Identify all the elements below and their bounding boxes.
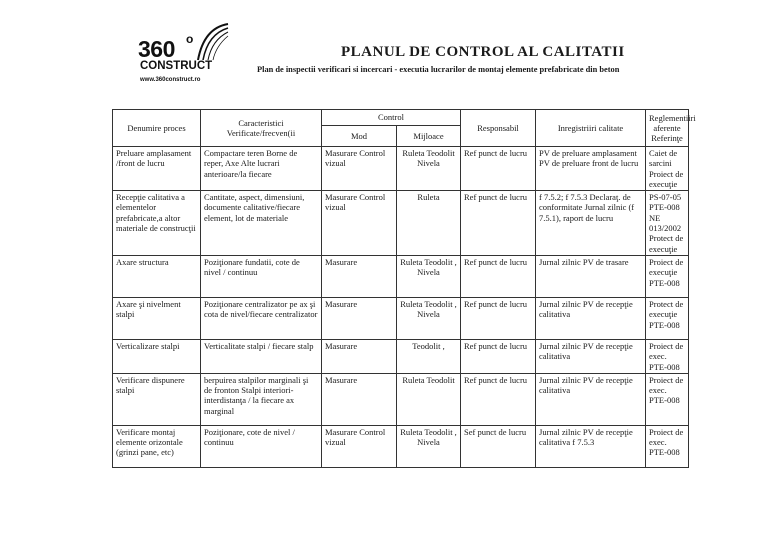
cell-caracteristici: Compactare teren Borne de reper, Axe Alte lucrari anterioare/la fiecare (201, 147, 322, 191)
control-plan-table (112, 109, 696, 468)
cell-mijloace: Ruleta Teodolit , Nivela (397, 425, 461, 467)
cell-inregistrari: Jurnal zilnic PV de recepţie calitativa (536, 373, 646, 425)
cell-proces: Recepţie calitativa a elementelor prefabricate,a altor materiale de construcţii (113, 191, 201, 256)
cell-reglementari: PS-07-05 PTE-008 NE 013/2002 Protect de execuţie (646, 191, 689, 256)
header-control: Control (322, 110, 461, 126)
header-denumire: Denumire proces (113, 110, 201, 147)
cell-proces: Verticalizare stalpi (113, 339, 201, 373)
header-reglementari: Reglementiiri aferente Referinţe (646, 110, 689, 147)
cell-proces: Verificare montaj elemente orizontale (grinzi pane, etc) (113, 425, 201, 467)
cell-mijloace: Teodolit , (397, 339, 461, 373)
cell-responsabil: Ref punct de lucru (461, 373, 536, 425)
cell-mijloace: Ruleta (397, 191, 461, 256)
cell-mod: Masurare Control vizual (322, 191, 397, 256)
cell-reglementari: Proiect de execuţie PTE-008 (646, 255, 689, 297)
logo-swoosh-icon (194, 22, 230, 62)
cell-reglementari: Proiect de exec. PTE-008 (646, 339, 689, 373)
header-inregistrari: Inregistriiri calitate (536, 110, 646, 147)
logo-degree: o (186, 32, 194, 46)
cell-caracteristici: Poziţionare fundatii, cote de nivel / continuu (201, 255, 322, 297)
cell-mod: Masurare Control vizual (322, 147, 397, 191)
table-row (113, 373, 689, 425)
cell-reglementari: Caiet de sarcini Proiect de execuţie (646, 147, 689, 191)
cell-responsabil: Ref punct de lucru (461, 255, 536, 297)
cell-mijloace: Ruleta Teodolit (397, 373, 461, 425)
cell-mijloace: Ruleta Teodolit , Nivela (397, 255, 461, 297)
cell-inregistrari: f 7.5.2; f 7.5.3 Declaraţ. de conformitate Jurnal zilnic (f 7.5.1), raport de lucru (536, 191, 646, 256)
cell-caracteristici: berpuirea stalpilor marginali şi de fronton Stalpi interiori-interdistanţa / la fiecare ax marginal (201, 373, 322, 425)
logo-number: 360 (138, 36, 175, 62)
cell-caracteristici: Verticalitate stalpi / fiecare stalp (201, 339, 322, 373)
table-row (113, 255, 689, 297)
cell-inregistrari: PV de preluare amplasament PV de preluare front de lucru (536, 147, 646, 191)
cell-proces: Verificare dispunere stalpi (113, 373, 201, 425)
cell-mijloace: Ruleta Teodolit , Nivela (397, 297, 461, 339)
cell-caracteristici: Poziţionare, cote de nivel / continuu (201, 425, 322, 467)
cell-proces: Axare structura (113, 255, 201, 297)
table-header-row (113, 110, 689, 126)
cell-mod: Masurare (322, 339, 397, 373)
cell-responsabil: Sef punct de lucru (461, 425, 536, 467)
cell-responsabil: Ref punct de lucru (461, 147, 536, 191)
logo-url: www.360construct.ro (140, 77, 201, 83)
cell-responsabil: Ref punct de lucru (461, 339, 536, 373)
document-subtitle: Plan de inspectii verificari si incercari - executia lucrarilor de montaj elemente prefabricate din beton (257, 65, 620, 74)
cell-mod: Masurare (322, 255, 397, 297)
cell-inregistrari: Jurnal zilnic PV de recepţie calitativa f 7.5.3 (536, 425, 646, 467)
table-row (113, 425, 689, 467)
cell-reglementari: Proiect de exec. PTE-008 (646, 425, 689, 467)
cell-mod: Masurare (322, 373, 397, 425)
header-caracteristici: Caracteristici Verificate/frecven(ii (201, 110, 322, 147)
cell-proces: Preluare amplasament /front de lucru (113, 147, 201, 191)
cell-reglementari: Proiect de exec. PTE-008 (646, 373, 689, 425)
cell-mijloace: Ruleta Teodolit Nivela (397, 147, 461, 191)
cell-reglementari: Protect de execuţie PTE-008 (646, 297, 689, 339)
cell-mod: Masurare (322, 297, 397, 339)
table-row (113, 191, 689, 256)
header-responsabil: Responsabil (461, 110, 536, 147)
header-mijloace: Mijloace (397, 126, 461, 147)
logo-brand: CONSTRUCT (140, 60, 213, 72)
cell-inregistrari: Jurnal zilnic PV de recepţie calitativa (536, 339, 646, 373)
cell-caracteristici: Poziţionare centralizator pe ax şi cota de nivel/fiecare centralizator (201, 297, 322, 339)
cell-inregistrari: Jurnal zilnic PV de recepţie calitativa (536, 297, 646, 339)
document-title: PLANUL DE CONTROL AL CALITATII (341, 44, 625, 60)
company-logo (128, 18, 232, 90)
cell-inregistrari: Jurnal zilnic PV de trasare (536, 255, 646, 297)
cell-caracteristici: Cantitate, aspect, dimensiuni, documente calitative/fiecare element, lot de materiale (201, 191, 322, 256)
cell-mod: Masurare Control vizual (322, 425, 397, 467)
cell-responsabil: Ref punct de lucru (461, 191, 536, 256)
header-mod: Mod (322, 126, 397, 147)
cell-responsabil: Ref punct de lucru (461, 297, 536, 339)
table-row (113, 339, 689, 373)
table-row (113, 297, 689, 339)
table-row (113, 147, 689, 191)
cell-proces: Axare şi nivelment stalpi (113, 297, 201, 339)
